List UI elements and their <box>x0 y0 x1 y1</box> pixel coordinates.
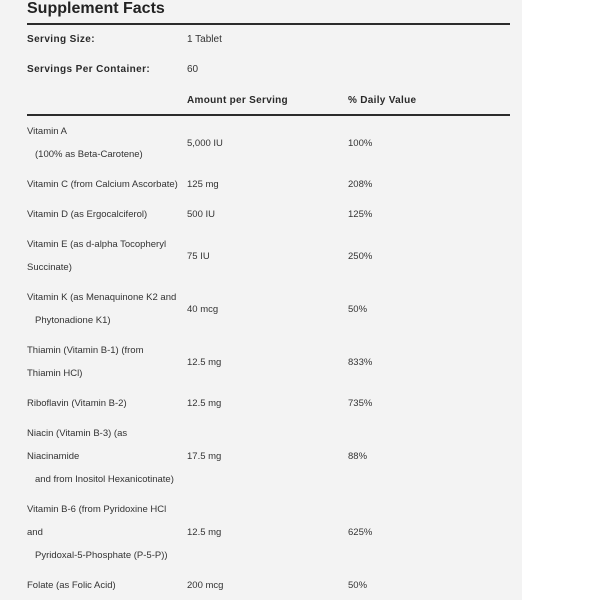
nutrient-name-line: Succinate) <box>27 262 72 273</box>
nutrient-name-line: Vitamin D (as Ergocalciferol) <box>27 209 148 220</box>
table-row <box>27 498 510 567</box>
nutrient-name <box>27 422 189 491</box>
nutrient-daily-value: 100% <box>348 137 373 149</box>
nutrient-name-line: Phytonadione K1) <box>35 315 111 326</box>
table-row <box>27 339 510 385</box>
nutrient-daily-value: 735% <box>348 398 373 409</box>
nutrient-amount: 200 mcg <box>187 580 224 591</box>
servings-per-container-label: Servings Per Container: <box>27 64 151 75</box>
nutrient-name-line: Riboflavin (Vitamin B-2) <box>27 398 127 409</box>
nutrient-name-line: Niacinamide <box>27 451 80 462</box>
nutrient-amount: 40 mcg <box>187 303 219 315</box>
serving-size-label: Serving Size: <box>27 34 95 45</box>
nutrient-daily-value: 50% <box>348 303 368 315</box>
nutrient-name-line: Vitamin B-6 (from Pyridoxine HCl <box>27 504 167 515</box>
nutrient-amount: 500 IU <box>187 209 215 220</box>
table-row <box>27 233 510 279</box>
nutrient-name-line: Vitamin A <box>27 126 67 137</box>
nutrient-name <box>27 173 189 196</box>
nutrient-name-line: Folate (as Folic Acid) <box>27 580 116 591</box>
nutrient-name-line: Thiamin HCl) <box>27 368 83 379</box>
nutrient-name <box>27 574 189 597</box>
nutrient-name-line: Vitamin E (as d-alpha Tocopheryl <box>27 239 167 250</box>
nutrient-name <box>27 392 189 415</box>
nutrient-daily-value: 50% <box>348 580 368 591</box>
nutrient-amount: 125 mg <box>187 179 219 190</box>
nutrient-name-line: Vitamin C (from Calcium Ascorbate) <box>27 179 178 190</box>
nutrient-name-line: (100% as Beta-Carotene) <box>35 149 143 160</box>
nutrient-amount: 12.5 mg <box>187 527 222 538</box>
nutrient-amount: 12.5 mg <box>187 398 222 409</box>
nutrient-name-line: Pyridoxal-5-Phosphate (P-5-P)) <box>35 550 168 561</box>
nutrient-daily-value: 208% <box>348 179 373 190</box>
servings-per-container-value: 60 <box>187 64 199 75</box>
table-row <box>27 173 510 196</box>
serving-size-value: 1 Tablet <box>187 34 222 45</box>
header-divider <box>27 114 510 116</box>
title-divider <box>27 23 510 25</box>
panel-title: Supplement Facts <box>27 0 165 17</box>
nutrient-name <box>27 203 189 226</box>
nutrient-amount: 5,000 IU <box>187 137 223 149</box>
nutrient-daily-value: 250% <box>348 250 373 262</box>
nutrient-name-line: Thiamin (Vitamin B-1) (from <box>27 345 144 356</box>
table-row <box>27 574 510 597</box>
nutrient-name-line: Niacin (Vitamin B-3) (as <box>27 428 128 439</box>
nutrient-daily-value: 88% <box>348 451 368 462</box>
nutrient-name <box>27 233 189 279</box>
nutrient-name <box>27 339 189 385</box>
table-row <box>27 286 510 332</box>
nutrient-daily-value: 833% <box>348 356 373 368</box>
nutrient-name <box>27 120 189 166</box>
nutrient-amount: 75 IU <box>187 250 210 262</box>
nutrient-name-line: and from Inositol Hexanicotinate) <box>35 474 174 485</box>
nutrient-daily-value: 625% <box>348 527 373 538</box>
nutrient-amount: 17.5 mg <box>187 451 222 462</box>
table-row <box>27 120 510 166</box>
table-row <box>27 422 510 491</box>
daily-value-column-header: % Daily Value <box>348 95 417 106</box>
nutrient-name <box>27 286 189 332</box>
supplement-facts-content <box>27 0 510 600</box>
nutrient-name-line: and <box>27 527 43 538</box>
nutrient-daily-value: 125% <box>348 209 373 220</box>
table-row <box>27 392 510 415</box>
table-row <box>27 203 510 226</box>
nutrient-name <box>27 498 189 567</box>
amount-column-header: Amount per Serving <box>187 95 288 106</box>
nutrient-name-line: Vitamin K (as Menaquinone K2 and <box>27 292 177 303</box>
nutrient-amount: 12.5 mg <box>187 356 222 368</box>
